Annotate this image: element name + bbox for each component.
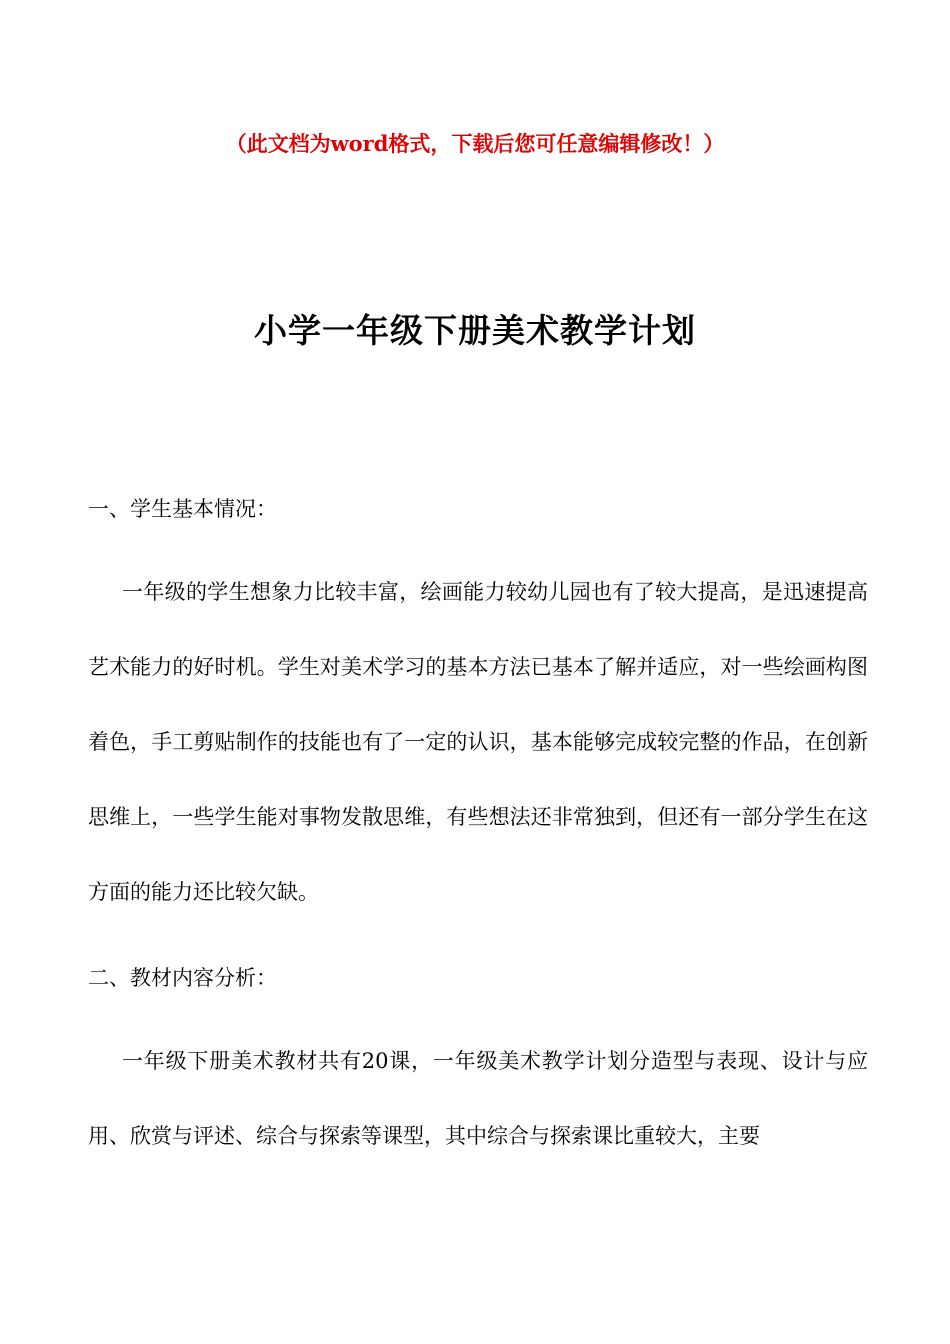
section-heading-students: 一、学生基本情况： [88, 497, 277, 521]
page-title: 小学一年级下册美术教学计划 [254, 311, 696, 350]
word-format-notice: （此文档为word格式，下载后您可任意编辑修改！） [225, 131, 725, 156]
section-heading-textbook: 二、教材内容分析： [88, 966, 277, 990]
section-paragraph-students: 一年级的学生想象力比较丰富，绘画能力较幼儿园也有了较大提高，是迅速提高艺术能力的好时机。学生对美术学习的基本方法已基本了解并适应，对一些绘画构图着色，手工剪贴制作的技能也有了一定的认识，基本能够完成较完整的作品，在创新思维上，一些学生能对事物发散思维，有些想法还非常独到，但还有一部分学生在这方面的能力还比较欠缺。 [88, 580, 868, 904]
section-paragraph-textbook: 一年级下册美术教材共有20课，一年级美术教学计划分造型与表现、设计与应用、欣赏与评述、综合与探索等课型，其中综合与探索课比重较大，主要 [88, 1049, 868, 1148]
